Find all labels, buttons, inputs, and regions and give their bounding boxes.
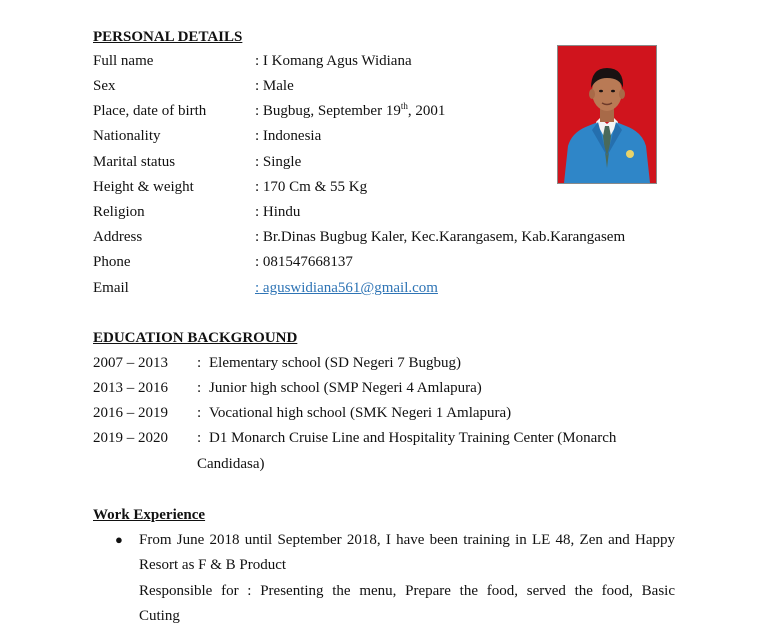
birth-value-text: : Bugbug, September 19 [255, 103, 401, 119]
education-desc: Vocational high school (SMK Negeri 1 Amlapura) [209, 405, 512, 421]
nationality-value: : Indonesia [255, 128, 322, 144]
email-value[interactable] [255, 278, 438, 298]
profile-photo [557, 45, 657, 184]
education-desc: Junior high school (SMP Negeri 4 Amlapura) [209, 380, 482, 396]
work-line-4: Cuting [139, 608, 180, 624]
education-years: 2013 – 2016 [93, 380, 168, 396]
education-heading: EDUCATION BACKGROUND [93, 330, 298, 346]
email-colon: : [255, 280, 260, 296]
nationality-label: Nationality [93, 128, 161, 144]
work-line-2: Resort as F & B Product [139, 557, 287, 573]
profile-photo-image [558, 46, 656, 183]
education-years: 2019 – 2020 [93, 430, 168, 446]
marital-value: : Single [255, 154, 302, 170]
education-desc-continued: Candidasa) [197, 456, 265, 472]
education-colon: : [197, 430, 202, 446]
height-weight-value: : 170 Cm & 55 Kg [255, 179, 368, 195]
work-experience-heading: Work Experience [93, 507, 206, 523]
education-desc: Elementary school (SD Negeri 7 Bugbug) [209, 355, 462, 371]
phone-value: : 081547668137 [255, 254, 353, 270]
phone-label: Phone [93, 254, 131, 270]
marital-label: Marital status [93, 154, 176, 170]
education-colon: : [197, 380, 202, 396]
height-weight-label: Height & weight [93, 179, 194, 195]
personal-details-heading: PERSONAL DETAILS [93, 29, 243, 45]
education-colon: : [197, 405, 202, 421]
birth-value-sup: th [400, 101, 408, 111]
education-colon: : [197, 355, 202, 371]
education-desc: D1 Monarch Cruise Line and Hospitality Training Center (Monarch [209, 430, 617, 446]
work-line-1: From June 2018 until September 2018, I have been training in LE 48, Zen and Happy [139, 532, 675, 548]
sex-label: Sex [93, 78, 116, 94]
bullet-icon: ● [115, 532, 123, 547]
religion-value: : Hindu [255, 204, 301, 220]
birth-value-year: , 2001 [407, 103, 446, 119]
birth-value [255, 101, 445, 121]
full-name-label: Full name [93, 53, 154, 69]
work-line-3: Responsible for : Presenting the menu, Prepare the food, served the food, Basic [139, 583, 675, 599]
email-link[interactable]: aguswidiana561@gmail.com [259, 280, 438, 296]
email-label: Email [93, 280, 129, 296]
education-years: 2016 – 2019 [93, 405, 168, 421]
birth-label: Place, date of birth [93, 103, 207, 119]
sex-value: : Male [255, 78, 294, 94]
full-name-value: : I Komang Agus Widiana [255, 53, 412, 69]
religion-label: Religion [93, 204, 145, 220]
address-value: : Br.Dinas Bugbug Kaler, Kec.Karangasem, Kab.Karangasem [255, 229, 626, 245]
address-label: Address [93, 229, 143, 245]
education-years: 2007 – 2013 [93, 355, 168, 371]
